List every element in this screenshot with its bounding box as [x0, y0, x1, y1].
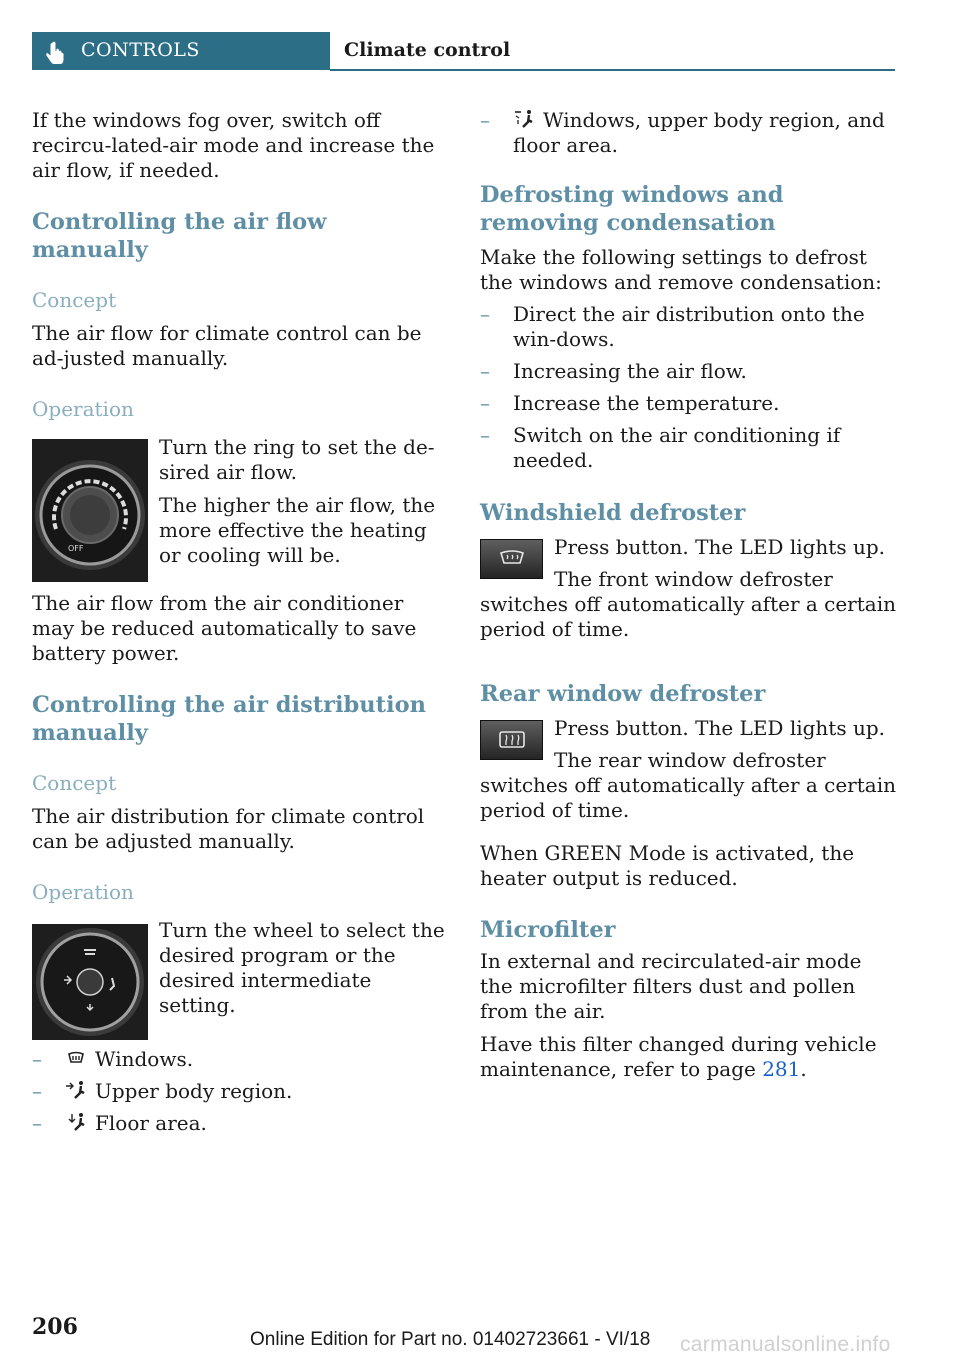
combined-mode-text: Windows, upper body region, and floor area.	[513, 108, 885, 157]
distribution-wheel-image	[32, 924, 148, 1040]
list-item: – Windows, upper body region, and floor area.	[480, 108, 885, 157]
defrost-step-4: Switch on the air conditioning if needed.	[513, 423, 841, 472]
windshield-defroster-button-image	[480, 539, 543, 579]
subheading-concept-1: Concept	[32, 288, 117, 312]
microfilter-text-2-post: .	[800, 1057, 807, 1081]
edition-footer: Online Edition for Part no. 01402723661 - VI/18	[250, 1329, 651, 1350]
hand-pointer-icon	[44, 40, 68, 68]
subheading-operation-1: Operation	[32, 397, 134, 421]
watermark: carmanualsonline.info	[680, 1333, 891, 1356]
right-column	[480, 108, 898, 1082]
windshield-defroster-block	[480, 535, 898, 567]
microfilter-text-1: In external and recirculated-air mode the microfilter filters dust and pollen from the air.	[480, 949, 862, 1023]
list-item-floor: Floor area.	[95, 1111, 207, 1135]
distribution-list	[32, 1047, 450, 1136]
page-281-link[interactable]: 281	[762, 1057, 801, 1081]
airflow-ring-image	[32, 439, 148, 582]
defrost-step-1: Direct the air distribution onto the win-dows.	[513, 302, 865, 351]
list-item: – Increase the temperature.	[480, 391, 780, 415]
rear-defroster-block	[480, 716, 898, 748]
page-header	[32, 32, 895, 71]
upper-body-airflow-icon	[65, 1080, 87, 1100]
list-item: – Windows.	[32, 1047, 194, 1071]
operation-1-text-2: The higher the air flow, the more effective the heating or cooling will be.	[159, 493, 436, 567]
defrost-step-3: Increase the temperature.	[513, 391, 780, 415]
concept-1-text: The air flow for climate control can be ad-justed manually.	[32, 321, 422, 370]
list-item-upper-body: Upper body region.	[95, 1079, 293, 1103]
defrost-list	[480, 302, 898, 473]
rear-text-1: Press button. The LED lights up.	[554, 716, 885, 740]
microfilter-text-2	[480, 1032, 898, 1082]
windshield-text-1: Press button. The LED lights up.	[554, 535, 885, 559]
section-tab	[32, 32, 330, 70]
windshield-defroster-icon	[481, 563, 542, 582]
list-item: – Floor area.	[32, 1111, 207, 1135]
windshield-upper-floor-icon	[513, 109, 535, 129]
list-item: – Switch on the air conditioning if needed.	[480, 423, 841, 472]
floor-airflow-icon	[65, 1112, 87, 1132]
windshield-vent-icon	[65, 1048, 87, 1068]
combined-mode-list	[480, 108, 898, 158]
list-item: – Direct the air distribution onto the win-dows.	[480, 302, 865, 351]
green-mode-note: When GREEN Mode is activated, the heater output is reduced.	[480, 841, 855, 890]
heading-rear-defroster: Rear window defroster	[480, 681, 766, 707]
header-rule	[330, 69, 895, 71]
rear-defroster-button-image	[480, 720, 543, 760]
list-item-windows: Windows.	[95, 1047, 194, 1071]
airflow-reduced-note: The air flow from the air conditioner may be reduced automatically to save battery power.	[32, 591, 417, 665]
left-column	[32, 108, 450, 1136]
svg-text:OFF: OFF	[68, 544, 84, 553]
heading-defrosting: Defrosting windows and removing condensation	[480, 182, 784, 236]
page-number: 206	[32, 1314, 78, 1340]
heading-distribution: Controlling the air distribution manually	[32, 692, 426, 746]
operation-1-text-1: Turn the ring to set the de-sired air flow.	[159, 435, 435, 484]
windshield-text-2: The front window defroster switches off automatically after a certain period of time.	[480, 567, 896, 641]
distribution-wheel-block	[32, 918, 450, 1045]
heading-airflow: Controlling the air flow manually	[32, 209, 327, 263]
chapter-title: Climate control	[344, 39, 511, 61]
heading-windshield-defroster: Windshield defroster	[480, 500, 746, 526]
airflow-ring-block	[32, 435, 450, 586]
rear-defroster-icon	[481, 744, 542, 763]
rear-text-2: The rear window defroster switches off automatically after a certain period of time.	[480, 748, 896, 822]
heading-microfilter: Microfilter	[480, 917, 616, 943]
subheading-concept-2: Concept	[32, 771, 117, 795]
operation-2-text: Turn the wheel to select the desired program or the desired intermediate setting.	[159, 918, 445, 1017]
section-label: CONTROLS	[81, 39, 200, 61]
list-item: – Increasing the air flow.	[480, 359, 747, 383]
microfilter-text-2-pre: Have this filter changed during vehicle maintenance, refer to page	[480, 1032, 877, 1081]
defrost-step-2: Increasing the air flow.	[513, 359, 747, 383]
defrost-intro: Make the following settings to defrost the windows and remove condensation:	[480, 245, 882, 294]
intro-paragraph: If the windows fog over, switch off recircu-lated-air mode and increase the air flow, if needed.	[32, 108, 435, 182]
subheading-operation-2: Operation	[32, 880, 134, 904]
list-item: – Upper body region.	[32, 1079, 293, 1103]
concept-2-text: The air distribution for climate control can be adjusted manually.	[32, 804, 425, 853]
